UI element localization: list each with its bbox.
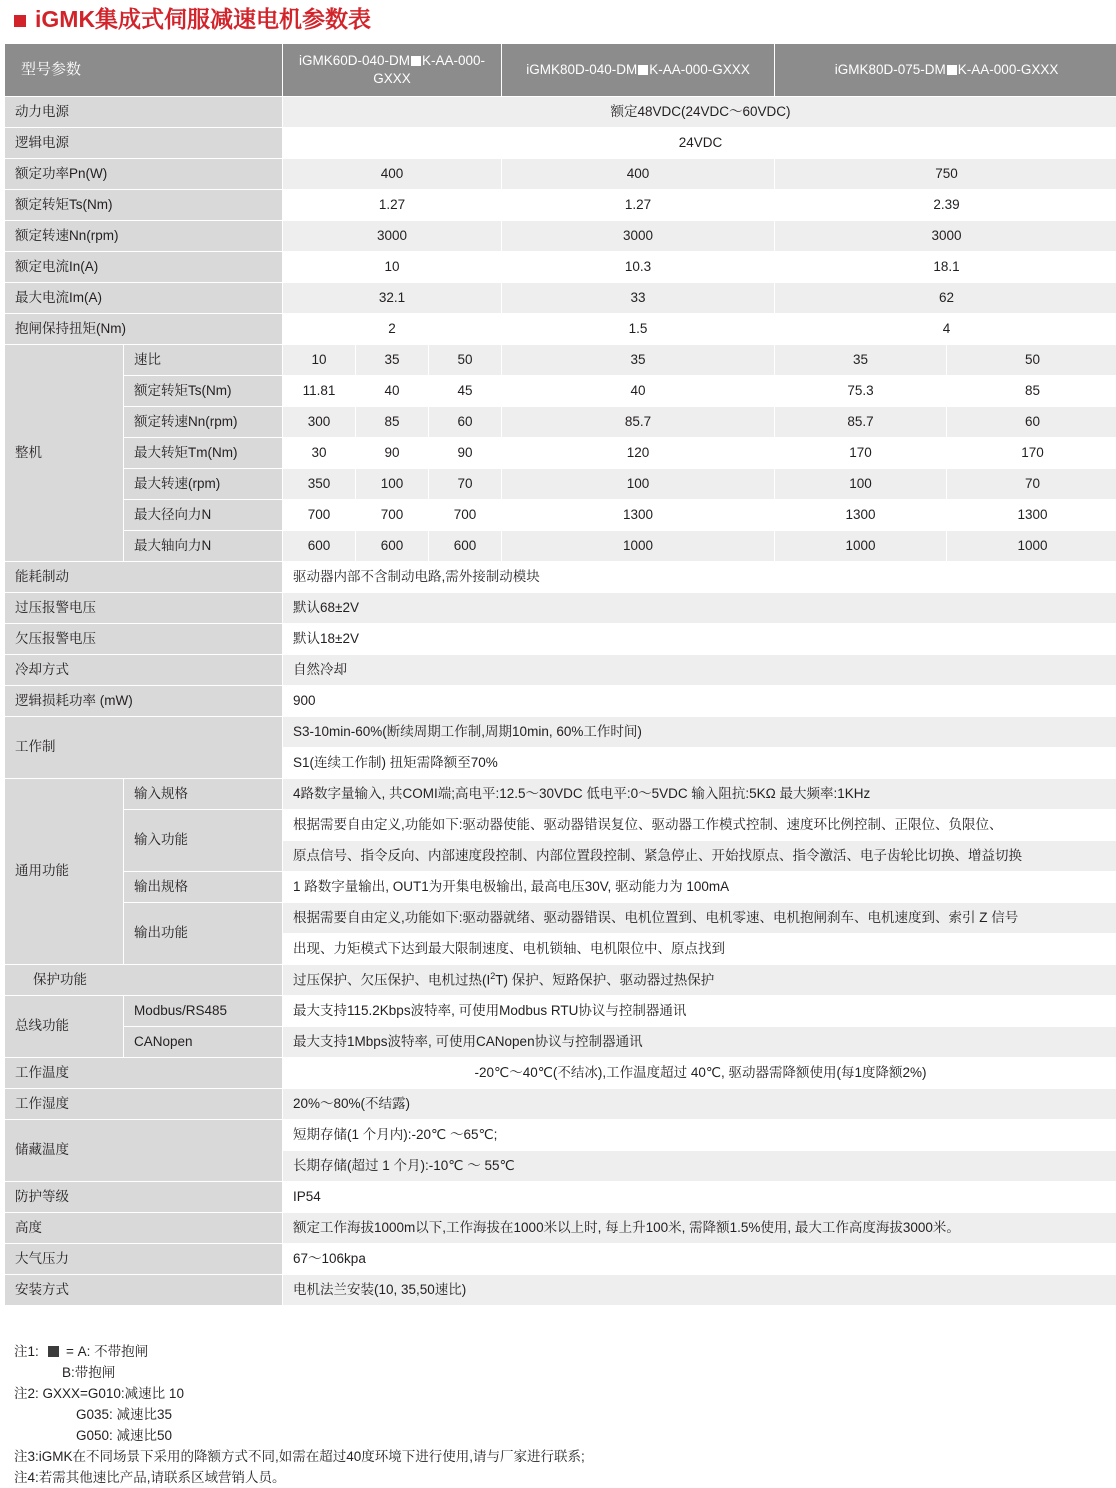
cell-80d040-r35: 35 [502,345,774,375]
cell-60d-r35: 85 [356,407,428,437]
cell-80d075: 4 [775,314,1116,344]
row-value: 自然冷却 [283,655,1116,685]
sub-label: CANopen [124,1027,282,1057]
specification-table [4,43,1116,1306]
header-model-2: iGMK80D-040-DM K-AA-000-GXXX [502,44,774,96]
row-rated-speed [5,221,1116,251]
row-ip-rating [5,1182,1116,1212]
cell-80d075-r50: 170 [947,438,1116,468]
cell-60d-r35: 600 [356,531,428,561]
cell-80d075: 3000 [775,221,1116,251]
row-label: 大气压力 [5,1244,282,1274]
model-3-text: iGMK80D-075-DM [834,61,946,77]
row-protect-func [5,965,1116,995]
row-value: 1 路数字量输出, OUT1为开集电极输出, 最高电压30V, 驱动能力为 100mA [283,872,1116,902]
row-dynamic-brake [5,562,1116,592]
row-overvoltage [5,593,1116,623]
row-logic-supply [5,128,1116,158]
row-machine-ratio [5,345,1116,375]
row-output-func-line1 [5,903,1116,933]
row-value: 默认18±2V [283,624,1116,654]
cell-60d: 400 [283,159,501,189]
group-label-general: 通用功能 [5,779,123,964]
row-value: 67～106kpa [283,1244,1116,1274]
row-value: 最大支持115.2Kbps波特率, 可使用Modbus RTU协议与控制器通讯 [283,996,1116,1026]
cell-60d-r50: 50 [429,345,501,375]
row-label: 工作制 [5,717,282,778]
cell-60d: 32.1 [283,283,501,313]
cell-80d040: 1.27 [502,190,774,220]
row-machine-rated-speed [5,407,1116,437]
page-title-text: iGMK集成式伺服减速电机参数表 [35,6,372,32]
row-value-line2: 原点信号、指令反向、内部速度段控制、内部位置段控制、紧急停止、开始找原点、指令激活、电子齿轮比切换、增益切换 [283,841,1116,871]
footnote-3: 注3:iGMK在不同场景下采用的降额方式不同,如需在超过40度环境下进行使用,请与厂家进行联系; [14,1448,585,1464]
row-label: 逻辑电源 [5,128,282,158]
sub-label: 额定转速Nn(rpm) [124,407,282,437]
row-label: 欠压报警电压 [5,624,282,654]
row-pressure [5,1244,1116,1274]
row-label: 能耗制动 [5,562,282,592]
cell-80d040-r35: 40 [502,376,774,406]
row-label: 安装方式 [5,1275,282,1305]
cell-80d040: 3000 [502,221,774,251]
header-model-3: iGMK80D-075-DM K-AA-000-GXXX [775,44,1116,96]
row-machine-max-torque [5,438,1116,468]
cell-80d040-r35: 85.7 [502,407,774,437]
sub-label: 最大转速(rpm) [124,469,282,499]
cell-80d040-r35: 1300 [502,500,774,530]
cell-80d075-r35: 100 [775,469,946,499]
cell-60d-r35: 100 [356,469,428,499]
cell-60d: 1.27 [283,190,501,220]
header-param-label: 型号参数 [5,44,282,96]
row-value: 24VDC [283,128,1116,158]
cell-80d040-r35: 100 [502,469,774,499]
cell-80d075-r35: 35 [775,345,946,375]
row-value: -20℃～40℃(不结冰),工作温度超过 40℃, 驱动器需降额使用(每1度降额2%) [283,1058,1116,1088]
superscript-2: 2 [490,971,496,982]
row-machine-max-speed [5,469,1116,499]
cell-80d075-r50: 60 [947,407,1116,437]
cell-60d: 3000 [283,221,501,251]
footnote-2-line2: G035: 减速比35 [76,1406,173,1422]
row-value-line2: 长期存储(超过 1 个月):-10℃ ～ 55℃ [283,1151,1116,1181]
row-label: 额定转矩Ts(Nm) [5,190,282,220]
row-output-spec [5,872,1116,902]
row-value: IP54 [283,1182,1116,1212]
cell-60d-r50: 600 [429,531,501,561]
cell-80d075: 18.1 [775,252,1116,282]
sub-label: 输出功能 [124,903,282,964]
row-cooling [5,655,1116,685]
row-logic-loss [5,686,1116,716]
sub-label: 最大径向力N [124,500,282,530]
row-label: 动力电源 [5,97,282,127]
row-value: 默认68±2V [283,593,1116,623]
cell-60d-r50: 70 [429,469,501,499]
cell-60d-r10: 700 [283,500,355,530]
row-machine-rated-torque [5,376,1116,406]
row-label: 储藏温度 [5,1120,282,1181]
cell-80d075-r35: 75.3 [775,376,946,406]
header-row [5,44,1116,96]
row-mounting [5,1275,1116,1305]
cell-60d: 10 [283,252,501,282]
row-label: 工作湿度 [5,1089,282,1119]
row-undervoltage [5,624,1116,654]
row-value-line1: 根据需要自由定义,功能如下:驱动器使能、驱动器错误复位、驱动器工作模式控制、速度环比例控制、正限位、负限位、 [283,810,1116,840]
header-model-1: iGMK60D-040-DM K-AA-000-GXXX [283,44,501,96]
cell-60d-r10: 300 [283,407,355,437]
row-label: 工作温度 [5,1058,282,1088]
footnote-1-line2: B:带抱闸 [62,1364,116,1380]
footnote-2-line1: 注2: GXXX=G010:减速比 10 [14,1385,184,1401]
row-machine-max-axial [5,531,1116,561]
row-canopen [5,1027,1116,1057]
cell-60d-r50: 90 [429,438,501,468]
row-value-line1: 根据需要自由定义,功能如下:驱动器就绪、驱动器错误、电机位置到、电机零速、电机抱闸刹车、电机速度到、索引 Z 信号 [283,903,1116,933]
sub-label: Modbus/RS485 [124,996,282,1026]
row-value-line1: 短期存储(1 个月内):-20℃ ～65℃; [283,1120,1116,1150]
cell-60d-r50: 60 [429,407,501,437]
sub-label: 速比 [124,345,282,375]
cell-60d-r50: 700 [429,500,501,530]
row-label: 额定转速Nn(rpm) [5,221,282,251]
row-value: 4路数字量输入, 共COMI端;高电平:12.5～30VDC 低电平:0～5VDC 输入阻抗:5KΩ 最大频率:1KHz [283,779,1116,809]
cell-80d040: 10.3 [502,252,774,282]
row-input-func-line1 [5,810,1116,840]
cell-80d075-r50: 1000 [947,531,1116,561]
row-value-line2: S1(连续工作制) 扭矩需降额至70% [283,748,1116,778]
cell-60d-r35: 35 [356,345,428,375]
cell-80d075-r35: 1300 [775,500,946,530]
model-2-text: iGMK80D-040-DM [526,61,638,77]
row-work-humid [5,1089,1116,1119]
cell-60d-r35: 90 [356,438,428,468]
cell-80d075-r35: 170 [775,438,946,468]
variant-square-icon [947,65,957,75]
cell-80d075-r50: 1300 [947,500,1116,530]
row-input-spec [5,779,1116,809]
cell-60d: 2 [283,314,501,344]
filled-square-icon [48,1346,59,1357]
row-rated-current [5,252,1116,282]
row-power-supply [5,97,1116,127]
cell-80d040-r35: 120 [502,438,774,468]
row-altitude [5,1213,1116,1243]
variant-square-icon [638,65,648,75]
row-value-line2: 出现、力矩模式下达到最大限制速度、电机锁轴、电机限位中、原点找到 [283,934,1116,964]
cell-60d-r50: 45 [429,376,501,406]
model-1-text: iGMK60D-040-DM [299,52,411,68]
sub-label: 输出规格 [124,872,282,902]
row-modbus [5,996,1116,1026]
cell-80d075: 2.39 [775,190,1116,220]
sub-label: 输入规格 [124,779,282,809]
group-label-machine: 整机 [5,345,123,561]
page-title [0,0,1116,43]
row-label: 额定功率Pn(W) [5,159,282,189]
table-header [5,44,1116,96]
row-value: 额定工作海拔1000m以下,工作海拔在1000米以上时, 每上升100米, 需降额1.5%使用, 最大工作高度海拔3000米。 [283,1213,1116,1243]
cell-80d075-r35: 1000 [775,531,946,561]
variant-square-icon [411,56,421,66]
cell-80d075-r50: 85 [947,376,1116,406]
row-value: 900 [283,686,1116,716]
row-label: 最大电流Im(A) [5,283,282,313]
bullet-square-icon [14,15,26,27]
group-label-bus: 总线功能 [5,996,123,1057]
cell-80d075: 750 [775,159,1116,189]
row-label: 抱闸保持扭矩(Nm) [5,314,282,344]
footnote-2-line3: G050: 减速比50 [76,1427,173,1443]
cell-60d-r10: 600 [283,531,355,561]
row-value: 最大支持1Mbps波特率, 可使用CANopen协议与控制器通讯 [283,1027,1116,1057]
sub-label-protect: 保护功能 [5,965,282,995]
cell-60d-r35: 700 [356,500,428,530]
row-value: 额定48VDC(24VDC～60VDC) [283,97,1116,127]
row-max-current [5,283,1116,313]
row-value: 过压保护、欠压保护、电机过热$(I^2T)$ 保护、短路保护、驱动器过热保护 [283,965,1116,995]
sub-label: 输入功能 [124,810,282,871]
row-brake-torque [5,314,1116,344]
cell-80d040: 1.5 [502,314,774,344]
cell-60d-r10: 350 [283,469,355,499]
cell-80d075-r50: 50 [947,345,1116,375]
sub-label: 额定转矩Ts(Nm) [124,376,282,406]
row-store-temp-line1 [5,1120,1116,1150]
row-label: 额定电流In(A) [5,252,282,282]
row-duty-line1 [5,717,1116,747]
row-label: 高度 [5,1213,282,1243]
cell-80d075: 62 [775,283,1116,313]
sub-label: 最大转矩Tm(Nm) [124,438,282,468]
cell-80d040: 400 [502,159,774,189]
row-rated-power [5,159,1116,189]
row-value: 电机法兰安装(10, 35,50速比) [283,1275,1116,1305]
row-machine-max-radial [5,500,1116,530]
footnotes [14,1342,1116,1488]
cell-80d075-r35: 85.7 [775,407,946,437]
row-rated-torque [5,190,1116,220]
row-label: 冷却方式 [5,655,282,685]
row-value-line1: S3-10min-60%(断续周期工作制,周期10min, 60%工作时间) [283,717,1116,747]
row-work-temp [5,1058,1116,1088]
row-label: 防护等级 [5,1182,282,1212]
footnote-1-line1: 注1: = A: 不带抱闸 [14,1344,149,1359]
footnote-4: 注4:若需其他速比产品,请联系区域营销人员。 [14,1469,286,1485]
row-label: 过压报警电压 [5,593,282,623]
row-label: 逻辑损耗功率 (mW) [5,686,282,716]
row-value: 驱动器内部不含制动电路,需外接制动模块 [283,562,1116,592]
table-body [5,97,1116,1305]
row-value: 20%～80%(不结露) [283,1089,1116,1119]
cell-60d-r10: 11.81 [283,376,355,406]
cell-60d-r35: 40 [356,376,428,406]
cell-80d075-r50: 70 [947,469,1116,499]
cell-60d-r10: 30 [283,438,355,468]
sub-label: 最大轴向力N [124,531,282,561]
cell-60d-r10: 10 [283,345,355,375]
cell-80d040-r35: 1000 [502,531,774,561]
cell-80d040: 33 [502,283,774,313]
